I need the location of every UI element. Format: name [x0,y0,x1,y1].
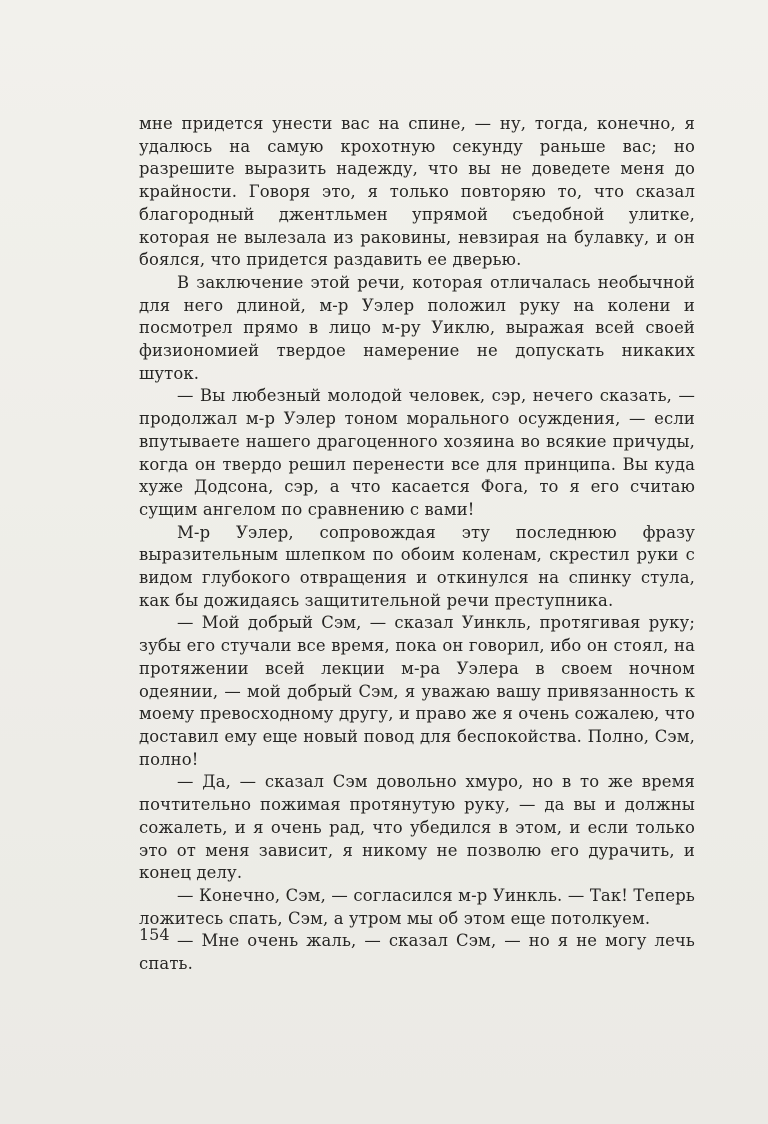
paragraph-2: В заключение этой речи, которая отличалась необычной для него длиной, м-р Уэлер положил руку на колени и посмотрел прямо в лицо м-ру Уиклю, выражая всей своей физиономией твердое намерение не допускать никаких шуток. [139,272,695,383]
paragraph-3: — Вы любезный молодой человек, сэр, нечего сказать, — продолжал м-р Уэлер тоном морального осуждения, — если впутываете нашего драгоценного хозяина во всякие причуды, когда он твердо решил перенести все для принципа. Вы куда хуже Додсона, сэр, а что касается Фога, то я его считаю сущим ангелом по сравнению с вами! [139,386,695,519]
paragraph-5: — Мой добрый Сэм, — сказал Уинкль, протягивая руку; зубы его стучали все время, пока он говорил, ибо он стоял, на протяжении всей лекции м-ра Уэлера в своем ночном одеянии, — мой добрый Сэм, я уважаю вашу привязанность к моему превосходному другу, и право же я очень сожалею, что доставил ему еще новый повод для беспокойства. Полно, Сэм, полно! [139,613,695,769]
paragraph-8: — Мне очень жаль, — сказал Сэм, — но я не могу лечь спать. [139,931,695,974]
page-number: 154 [139,925,170,944]
body-text [139,113,695,976]
paragraph-4: М-р Уэлер, сопровождая эту последнюю фразу выразительным шлепком по обоим коленам, скрестил руки с видом глубокого отвращения и откинулся на спинку стула, как бы дожидаясь защитительной речи преступника. [139,522,695,610]
paragraph-7: — Конечно, Сэм, — согласился м-р Уинкль. — Так! Теперь ложитесь спать, Сэм, а утром мы об этом еще потолкуем. [139,885,695,928]
paragraph-6: — Да, — сказал Сэм довольно хмуро, но в то же время почтительно пожимая протянутую руку, — да вы и должны сожалеть, и я очень рад, что убедился в этом, и если только это от меня зависит, я никому не позволю его дурачить, и конец делу. [139,772,695,883]
paragraph-1: мне придется унести вас на спине, — ну, тогда, конечно, я удалюсь на самую крохотную секунду раньше вас; но разрешите выразить надежду, что вы не доведете меня до крайности. Говоря это, я только повторяю то, что сказал благородный джентльмен упрямой съедобной улитке, которая не вылезала из раковины, невзирая на булавку, и он боялся, что придется раздавить ее дверью. [139,114,695,270]
